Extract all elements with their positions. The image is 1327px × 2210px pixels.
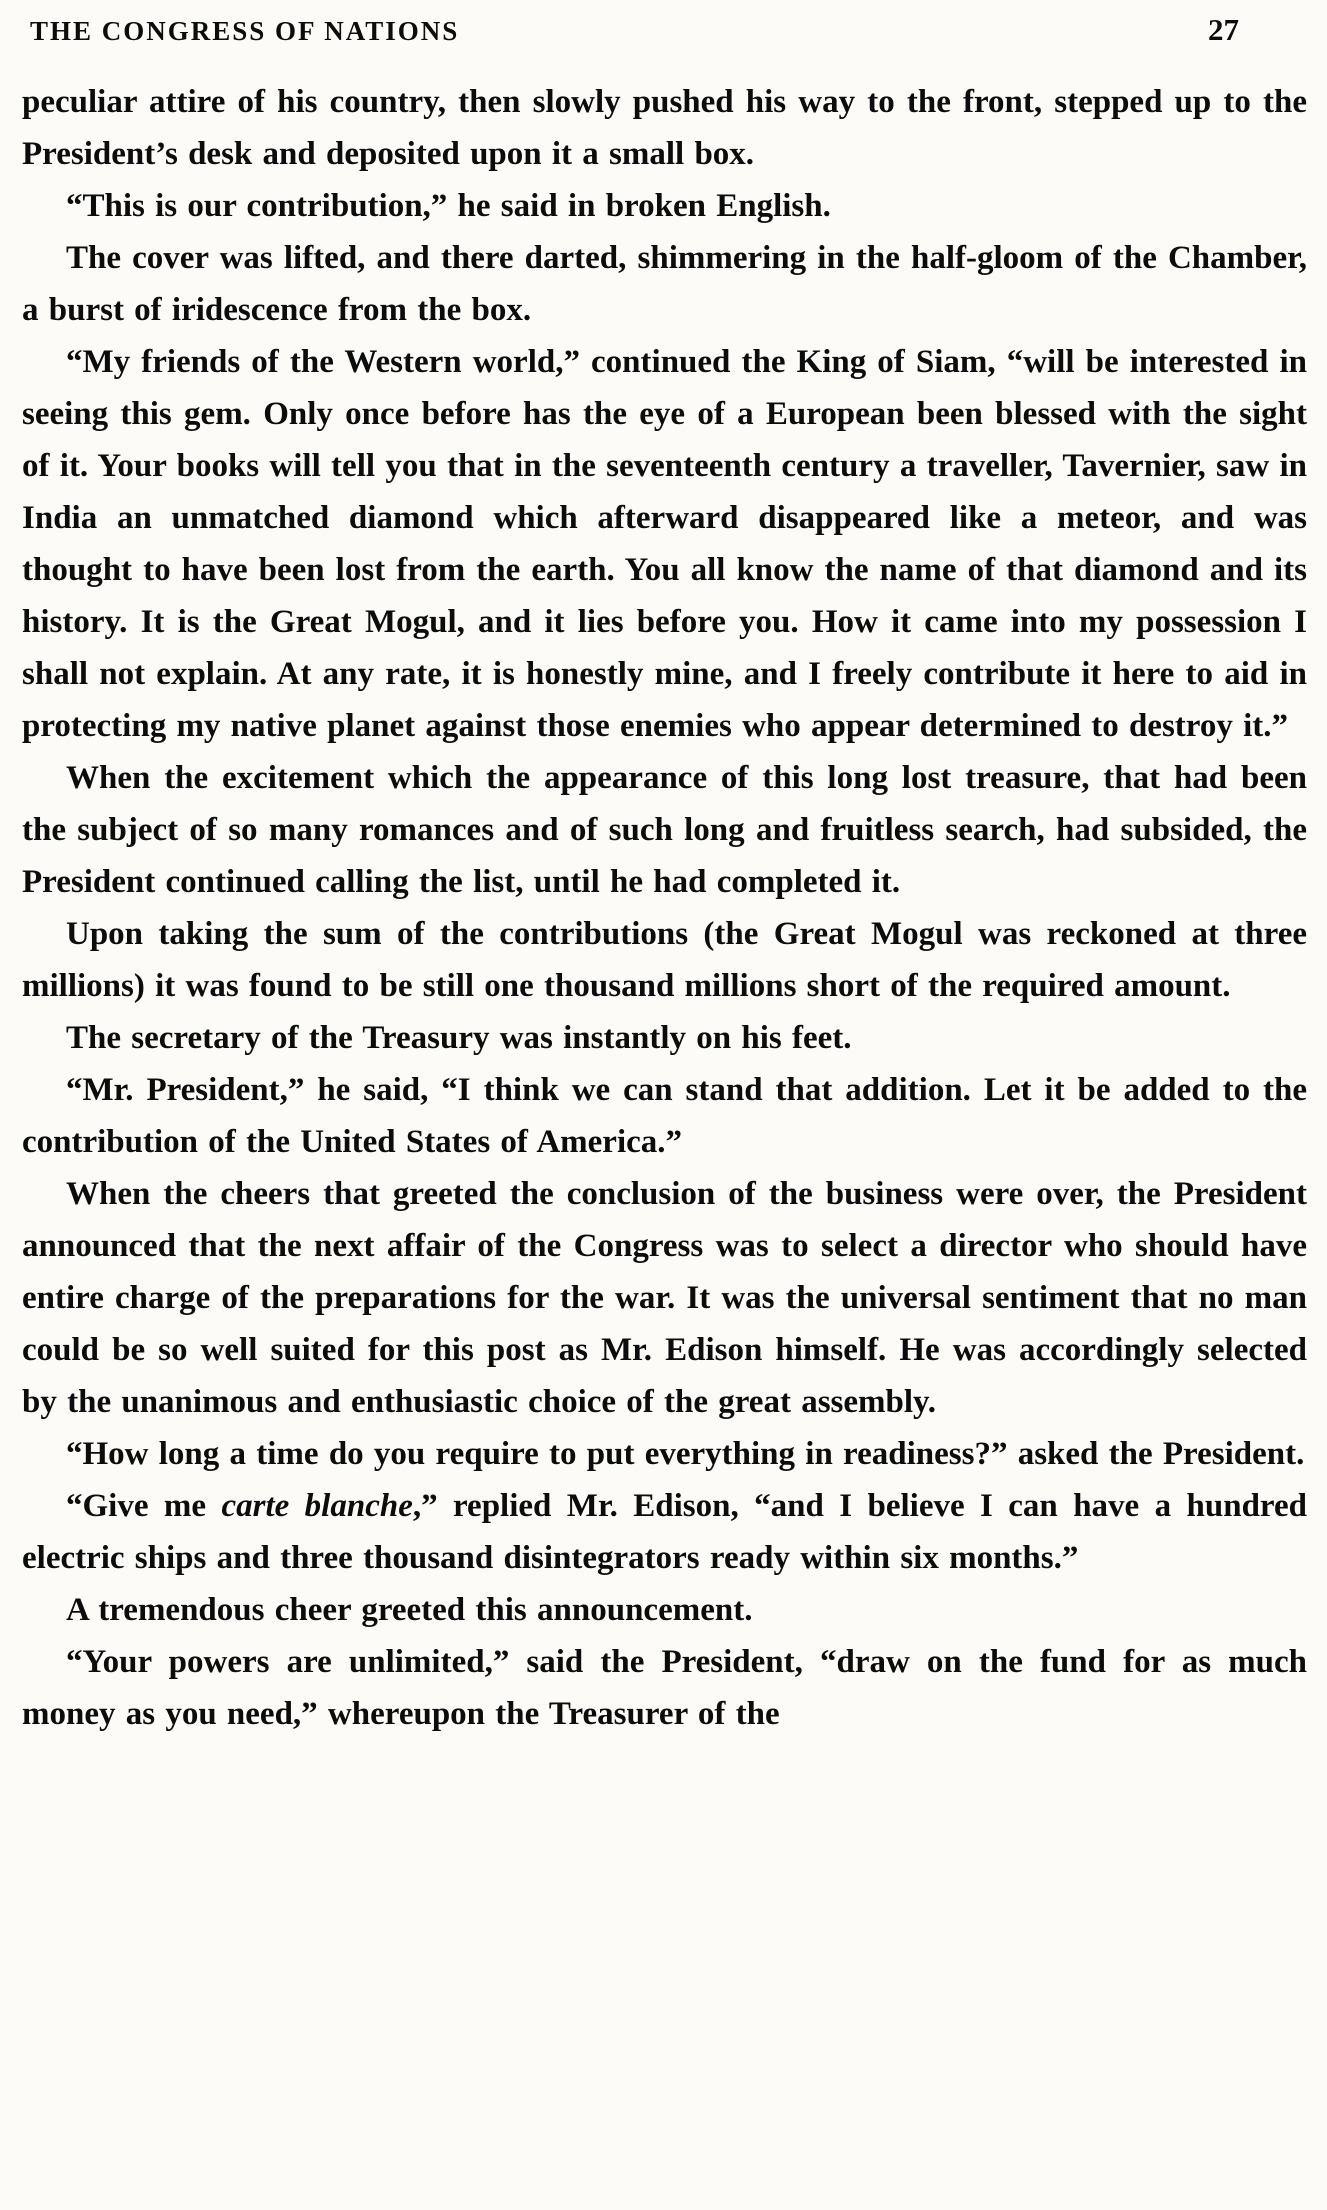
paragraph	[22, 1428, 1307, 1480]
paragraph	[22, 752, 1307, 908]
text-run: “Give me	[66, 1488, 222, 1524]
text-run: When the cheers that greeted the conclusion of the business were over, the President announced that the next affair of the Congress was to select a director who should have entire charge of the preparations for the war. It was the universal sentiment that no man could be so well suited for this post as Mr. Edison himself. He was accordingly selected by the unanimous and enthusiastic choice of the great assembly.	[22, 1176, 1307, 1420]
text-run: “Mr. President,” he said, “I think we can stand that addition. Let it be added to the contribution of the United States of America.”	[22, 1072, 1307, 1160]
text-run: A tremendous cheer greeted this announcement.	[66, 1592, 753, 1628]
paragraph	[22, 76, 1307, 180]
paragraph	[22, 232, 1307, 336]
paragraph	[22, 1168, 1307, 1428]
text-run: Upon taking the sum of the contributions (the Great Mogul was reckoned at three millions) it was found to be still one thousand millions short of the required amount.	[22, 916, 1307, 1004]
text-run: “Your powers are unlimited,” said the President, “draw on the fund for as much money as you need,” whereupon the Treasurer of the	[22, 1644, 1307, 1732]
paragraph	[22, 908, 1307, 1012]
paragraph	[22, 336, 1307, 752]
text-run: The cover was lifted, and there darted, shimmering in the half-gloom of the Chamber, a burst of iridescence from the box.	[22, 240, 1307, 328]
paragraph	[22, 1064, 1307, 1168]
paragraph	[22, 180, 1307, 232]
page-body	[22, 76, 1307, 1740]
paragraph	[22, 1636, 1307, 1740]
text-run: “This is our contribution,” he said in broken English.	[66, 188, 831, 224]
running-head-title: THE CONGRESS OF NATIONS	[30, 16, 460, 46]
italic-text: carte blanche	[221, 1488, 413, 1524]
text-run: “How long a time do you require to put everything in readiness?” asked the President.	[66, 1436, 1305, 1472]
text-run: The secretary of the Treasury was instantly on his feet.	[66, 1020, 852, 1056]
text-run: “My friends of the Western world,” continued the King of Siam, “will be interested in seeing this gem. Only once before has the eye of a European been blessed with the sight of it. Your books will tell you that in the seventeenth century a traveller, Tavernier, saw in India an unmatched diamond which afterward disappeared like a meteor, and was thought to have been lost from the earth. You all know the name of that diamond and its history. It is the Great Mogul, and it lies before you. How it came into my possession I shall not explain. At any rate, it is honestly mine, and I freely contribute it here to aid in protecting my native planet against those enemies who appear determined to destroy it.”	[22, 344, 1307, 744]
page-header	[30, 12, 1299, 48]
paragraph	[22, 1480, 1307, 1584]
text-run: ,” replied Mr. Edison, “and I believe I can have a hundred electric ships and three thousand disintegrators ready within six months.”	[22, 1488, 1307, 1576]
paragraph	[22, 1012, 1307, 1064]
page-number: 27	[1208, 12, 1239, 47]
paragraph	[22, 1584, 1307, 1636]
text-run: When the excitement which the appearance of this long lost treasure, that had been the subject of so many romances and of such long and fruitless search, had subsided, the President continued calling the list, until he had completed it.	[22, 760, 1307, 900]
text-run: peculiar attire of his country, then slowly pushed his way to the front, stepped up to the President’s desk and deposited upon it a small box.	[22, 84, 1307, 172]
